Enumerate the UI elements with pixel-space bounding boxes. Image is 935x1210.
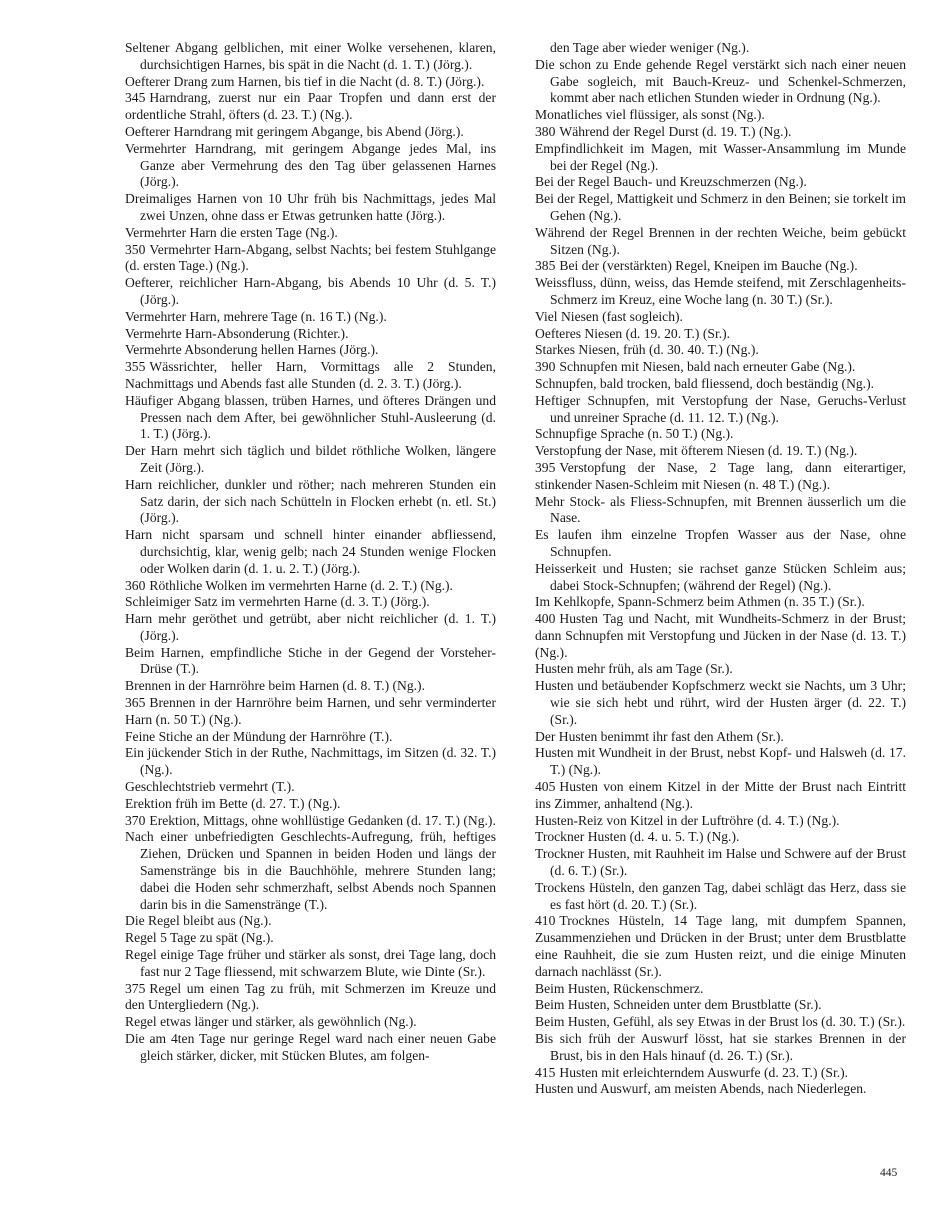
symptom-entry xyxy=(110,191,496,225)
entry-text: Schleimiger Satz im vermehrten Harne (d. 3. T.) (Jörg.). xyxy=(125,594,430,610)
entry-text: Regel um einen Tag zu früh, mit Schmerzen im Kreuze und den Untergliedern (Ng.). xyxy=(125,980,496,1013)
symptom-entry xyxy=(520,225,906,259)
symptom-entry xyxy=(110,90,496,124)
entry-text: Die schon zu Ende gehende Regel verstärkt sich nach einer neuen Gabe sogleich, mit Bauch-Kreuz- und Schenkel-Schmerzen, kommt aber nach etlichen Stunden wieder in Ordnung (Ng.). xyxy=(535,56,906,106)
symptom-entry xyxy=(520,678,906,728)
entry-number: 395 xyxy=(535,459,556,475)
symptom-entry xyxy=(110,342,496,359)
entry-text: Harn mehr geröthet und getrübt, aber nicht reichlicher (d. 1. T.) (Jörg.). xyxy=(125,611,496,643)
entry-number: 385 xyxy=(535,258,556,274)
symptom-entry xyxy=(520,846,906,880)
entry-text: Weissfluss, dünn, weiss, das Hemde steifend, mit Zerschlagenheits-Schmerz im Kreuz, eine Woche lang (n. 30 T.) (Sr.). xyxy=(535,275,906,307)
symptom-entry xyxy=(110,729,496,746)
entry-text: Vermehrter Harn die ersten Tage (Ng.). xyxy=(125,224,338,240)
symptom-entry xyxy=(110,745,496,779)
entry-text: Der Harn mehrt sich täglich und bildet röthliche Wolken, längere Zeit (Jörg.). xyxy=(125,443,496,475)
symptom-entry xyxy=(110,40,496,74)
symptom-entry xyxy=(520,393,906,427)
entry-text: Husten Tag und Nacht, mit Wundheits-Schmerz in der Brust; dann Schnupfen mit Verstopfung und Jücken in der Nase (d. 13. T.) (Ng.). xyxy=(535,611,906,660)
entry-text: Regel 5 Tage zu spät (Ng.). xyxy=(125,930,274,946)
symptom-entry xyxy=(520,191,906,225)
entry-text: Beim Husten, Rückenschmerz. xyxy=(535,980,704,996)
symptom-entry xyxy=(110,74,496,91)
entry-text: Harn reichlicher, dunkler und röther; nach mehreren Stunden ein Satz darin, der sich nach Schütteln in Flocken erhebt (n. etl. St.) (Jörg.). xyxy=(125,476,496,526)
entry-text: Feine Stiche an der Mündung der Harnröhre (T.). xyxy=(125,728,393,744)
right-column xyxy=(520,40,906,1098)
entry-text: Während der Regel Durst (d. 19. T.) (Ng.). xyxy=(559,123,792,139)
entry-number: 360 xyxy=(125,577,146,593)
entry-text: Oefterer, reichlicher Harn-Abgang, bis Abends 10 Uhr (d. 5. T.) (Jörg.). xyxy=(125,275,496,307)
symptom-entry xyxy=(520,729,906,746)
symptom-entry xyxy=(520,326,906,343)
entry-text: Vermehrter Harn-Abgang, selbst Nachts; bei festem Stuhlgange (d. ersten Tage.) (Ng.). xyxy=(125,241,496,274)
entry-text: Verstopfung der Nase, mit öfterem Niesen (d. 19. T.) (Ng.). xyxy=(535,443,858,459)
symptom-entry xyxy=(520,309,906,326)
symptom-entry xyxy=(520,460,906,494)
entry-text: Schnupfen, bald trocken, bald fliessend, doch beständig (Ng.). xyxy=(535,375,875,391)
entry-text: Trocknes Hüsteln, 14 Tage lang, mit dumpfem Spannen, Zusammenziehen und Drücken in der Brust; unter dem Brustblatte eine Rauhheit, die sie zum Husten reizt, und die einige Minuten darnach nachlässt (Sr.). xyxy=(535,913,906,979)
symptom-entry xyxy=(110,309,496,326)
entry-number: 415 xyxy=(535,1064,556,1080)
symptom-entry xyxy=(110,578,496,595)
entry-number: 380 xyxy=(535,123,556,139)
symptom-entry xyxy=(520,1014,906,1031)
entry-text: Harn nicht sparsam und schnell hinter einander abfliessend, durchsichtig, klar, wenig gelb; nach 24 Stunden wenige Flocken oder Wolken darin (d. 1. u. 2. T.) (Jörg.). xyxy=(125,527,496,576)
symptom-entry xyxy=(110,359,496,393)
symptom-entry xyxy=(110,930,496,947)
entry-text: Nach einer unbefriedigten Geschlechts-Aufregung, früh, heftiges Ziehen, Drücken und Spannen in beiden Hoden und längs der Samenstränge bis in die Bauchhöhle, mehrere Stunden lang; dabei die Hoden sehr schmerzhaft, selbst Abends noch Spannen darin bis in die Samenstränge (T.). xyxy=(125,829,496,912)
entry-text: Husten-Reiz von Kitzel in der Luftröhre (d. 4. T.) (Ng.). xyxy=(535,812,840,828)
symptom-entry xyxy=(110,141,496,191)
symptom-entry xyxy=(110,947,496,981)
entry-text: Husten und Auswurf, am meisten Abends, nach Niederlegen. xyxy=(535,1081,867,1097)
left-column xyxy=(110,40,496,1065)
entry-text: Seltener Abgang gelblichen, mit einer Wolke versehenen, klaren, durchsichtigen Harnes, bis spät in die Nacht (d. 1. T.) (Jörg.). xyxy=(125,40,496,72)
symptom-entry xyxy=(520,527,906,561)
symptom-entry xyxy=(520,997,906,1014)
symptom-entry xyxy=(520,342,906,359)
entry-number: 405 xyxy=(535,779,556,795)
entry-text: Oefteres Niesen (d. 19. 20. T.) (Sr.). xyxy=(535,325,731,341)
symptom-entry xyxy=(110,443,496,477)
symptom-entry xyxy=(520,913,906,980)
symptom-entry xyxy=(520,594,906,611)
entry-text: Vermehrte Harn-Absonderung (Richter.). xyxy=(125,325,349,341)
symptom-entry xyxy=(520,376,906,393)
symptom-entry xyxy=(520,426,906,443)
entry-text: Trockner Husten (d. 4. u. 5. T.) (Ng.). xyxy=(535,829,740,845)
entry-text: Beim Husten, Gefühl, als sey Etwas in der Brust los (d. 30. T.) (Sr.). xyxy=(535,1014,906,1030)
entry-text: Während der Regel Brennen in der rechten Weiche, beim gebückt Sitzen (Ng.). xyxy=(535,224,906,257)
symptom-entry xyxy=(110,275,496,309)
entry-text: Dreimaliges Harnen von 10 Uhr früh bis Nachmittags, jedes Mal zwei Unzen, ohne dass er Etwas getrunken hatte (Jörg.). xyxy=(125,191,496,223)
entry-text: Beim Husten, Schneiden unter dem Brustblatte (Sr.). xyxy=(535,997,822,1013)
symptom-entry xyxy=(520,745,906,779)
symptom-entry xyxy=(110,326,496,343)
entry-number: 365 xyxy=(125,695,146,711)
entry-text: Schnupfen mit Niesen, bald nach erneuter Gabe (Ng.). xyxy=(559,359,856,375)
entry-number: 410 xyxy=(535,913,556,929)
symptom-entry xyxy=(110,124,496,141)
entry-text: Oefterer Drang zum Harnen, bis tief in die Nacht (d. 8. T.) (Jörg.). xyxy=(125,73,485,89)
entry-text: Bei der Regel, Mattigkeit und Schmerz in den Beinen; sie torkelt im Gehen (Ng.). xyxy=(535,191,906,223)
symptom-entry xyxy=(110,981,496,1015)
entry-text: Verstopfung der Nase, 2 Tage lang, dann eiterartiger, stinkender Nasen-Schleim mit Niesen (n. 48 T.) (Ng.). xyxy=(535,459,906,492)
entry-number: 355 xyxy=(125,359,146,375)
entry-text: Trockens Hüsteln, den ganzen Tag, dabei schlägt das Herz, dass sie es fast hört (d. 20. T.) (Sr.). xyxy=(535,879,906,912)
symptom-entry xyxy=(520,258,906,275)
symptom-entry xyxy=(520,661,906,678)
symptom-entry xyxy=(110,796,496,813)
entry-text: Bei der (verstärkten) Regel, Kneipen im Bauche (Ng.). xyxy=(559,258,858,274)
symptom-entry xyxy=(520,141,906,175)
symptom-entry xyxy=(110,594,496,611)
entry-text: Viel Niesen (fast sogleich). xyxy=(535,308,683,324)
entry-text: Bis sich früh der Auswurf lösst, hat sie starkes Brennen in der Brust, bis in den Hals hinauf (d. 26. T.) (Sr.). xyxy=(535,1031,906,1063)
symptom-entry xyxy=(110,477,496,527)
entry-text: Husten mit Wundheit in der Brust, nebst Kopf- und Halsweh (d. 17. T.) (Ng.). xyxy=(535,745,906,778)
symptom-entry xyxy=(520,880,906,914)
entry-text: Im Kehlkopfe, Spann-Schmerz beim Athmen (n. 35 T.) (Sr.). xyxy=(535,594,865,610)
symptom-entry xyxy=(520,359,906,376)
symptom-entry xyxy=(110,829,496,913)
symptom-entry xyxy=(520,1065,906,1082)
symptom-entry xyxy=(110,813,496,830)
symptom-entry xyxy=(110,1014,496,1031)
entry-number: 375 xyxy=(125,980,146,996)
entry-text: Husten mit erleichterndem Auswurfe (d. 23. T.) (Sr.). xyxy=(559,1064,849,1080)
entry-text: Vermehrter Harn, mehrere Tage (n. 16 T.) (Ng.). xyxy=(125,308,387,324)
symptom-entry xyxy=(520,124,906,141)
page-number: 445 xyxy=(880,1167,898,1179)
entry-text: Erektion früh im Bette (d. 27. T.) (Ng.). xyxy=(125,795,341,811)
entry-text: Starkes Niesen, früh (d. 30. 40. T.) (Ng.). xyxy=(535,342,759,358)
entry-text: Geschlechtstrieb vermehrt (T.). xyxy=(125,779,295,795)
entry-text: Oefterer Harndrang mit geringem Abgange, bis Abend (Jörg.). xyxy=(125,123,464,139)
symptom-entry xyxy=(520,829,906,846)
entry-text: Häufiger Abgang blassen, trüben Harnes, und öfteres Drängen und Pressen nach dem After, bei gewöhnlicher Stuhl-Ausleerung (d. 1. T.) (Jörg.). xyxy=(125,392,496,442)
entry-text: Bei der Regel Bauch- und Kreuzschmerzen (Ng.). xyxy=(535,174,807,190)
entry-text: den Tage aber wieder weniger (Ng.). xyxy=(550,40,750,55)
entry-text: Der Husten benimmt ihr fast den Athem (Sr.). xyxy=(535,728,784,744)
entry-text: Husten mehr früh, als am Tage (Sr.). xyxy=(535,661,733,677)
entry-text: Röthliche Wolken im vermehrten Harne (d. 2. T.) (Ng.). xyxy=(149,577,453,593)
symptom-entry xyxy=(110,913,496,930)
entry-text: Husten und betäubender Kopfschmerz weckt sie Nachts, um 3 Uhr; wie sie sich hebt und rührt, wird der Husten ärger (d. 22. T.) (Sr.). xyxy=(535,678,906,727)
entry-number: 390 xyxy=(535,359,556,375)
entry-number: 400 xyxy=(535,611,556,627)
entry-text: Monatliches viel flüssiger, als sonst (Ng.). xyxy=(535,107,765,123)
symptom-entry xyxy=(110,611,496,645)
symptom-entry xyxy=(520,107,906,124)
entry-text: Erektion, Mittags, ohne wohllüstige Gedanken (d. 17. T.) (Ng.). xyxy=(149,812,496,828)
symptom-entry xyxy=(520,174,906,191)
symptom-entry xyxy=(110,1031,496,1065)
entry-number: 350 xyxy=(125,241,146,257)
symptom-entry xyxy=(110,645,496,679)
entry-text: Beim Harnen, empfindliche Stiche in der Gegend der Vorsteher-Drüse (T.). xyxy=(125,644,496,677)
symptom-entry xyxy=(520,779,906,813)
symptom-entry xyxy=(520,494,906,528)
entry-text: Heftiger Schnupfen, mit Verstopfung der Nase, Geruchs-Verlust und unreiner Sprache (d. 11. 12. T.) (Ng.). xyxy=(535,392,906,425)
symptom-entry xyxy=(520,561,906,595)
entry-text: Regel etwas länger und stärker, als gewöhnlich (Ng.). xyxy=(125,1014,417,1030)
symptom-entry xyxy=(520,57,906,107)
symptom-entry xyxy=(110,393,496,443)
entry-text: Heisserkeit und Husten; sie rachset ganze Stücken Schleim aus; dabei Stock-Schnupfen; (während der Regel) (Ng.). xyxy=(535,560,906,593)
symptom-entry xyxy=(520,40,906,57)
entry-text: Harndrang, zuerst nur ein Paar Tropfen und dann erst der ordentliche Strahl, öfters (d. 23. T.) (Ng.). xyxy=(125,90,496,123)
entry-text: Vermehrte Absonderung hellen Harnes (Jörg.). xyxy=(125,342,379,358)
entry-text: Regel einige Tage früher und stärker als sonst, drei Tage lang, doch fast nur 2 Tage fliessend, mit schwarzem Blute, wie Dinte (Sr.). xyxy=(125,947,496,979)
symptom-entry xyxy=(110,678,496,695)
entry-text: Schnupfige Sprache (n. 50 T.) (Ng.). xyxy=(535,426,734,442)
entry-text: Die Regel bleibt aus (Ng.). xyxy=(125,913,272,929)
symptom-entry xyxy=(520,443,906,460)
symptom-entry xyxy=(110,225,496,242)
entry-text: Ein jückender Stich in der Ruthe, Nachmittags, im Sitzen (d. 32. T.) (Ng.). xyxy=(125,745,496,778)
symptom-entry xyxy=(110,779,496,796)
symptom-entry xyxy=(520,1031,906,1065)
entry-text: Brennen in der Harnröhre beim Harnen (d. 8. T.) (Ng.). xyxy=(125,678,425,694)
entry-number: 370 xyxy=(125,812,146,828)
entry-text: Empfindlichkeit im Magen, mit Wasser-Ansammlung im Munde bei der Regel (Ng.). xyxy=(535,140,906,173)
entry-text: Vermehrter Harndrang, mit geringem Abgange jedes Mal, ins Ganze aber Vermehrung des den Tag über gelassenen Harnes (Jörg.). xyxy=(125,140,496,190)
symptom-entry xyxy=(520,981,906,998)
symptom-entry xyxy=(520,275,906,309)
symptom-entry xyxy=(110,527,496,577)
symptom-entry xyxy=(110,242,496,276)
symptom-entry xyxy=(520,813,906,830)
symptom-entry xyxy=(520,611,906,661)
entry-text: Es laufen ihm einzelne Tropfen Wasser aus der Nase, ohne Schnupfen. xyxy=(535,527,906,559)
entry-text: Husten von einem Kitzel in der Mitte der Brust nach Eintritt ins Zimmer, anhaltend (Ng.). xyxy=(535,779,906,811)
entry-text: Wässrichter, heller Harn, Vormittags alle 2 Stunden, Nachmittags und Abends fast alle Stunden (d. 2. 3. T.) (Jörg.). xyxy=(125,359,496,391)
entry-text: Trockner Husten, mit Rauhheit im Halse und Schwere auf der Brust (d. 6. T.) (Sr.). xyxy=(535,846,906,879)
entry-number: 345 xyxy=(125,90,146,106)
entry-text: Die am 4ten Tage nur geringe Regel ward nach einer neuen Gabe gleich stärker, dicker, mit Stücken Blutes, am folgen- xyxy=(125,1031,496,1063)
symptom-entry xyxy=(110,695,496,729)
entry-text: Brennen in der Harnröhre beim Harnen, und sehr verminderter Harn (n. 50 T.) (Ng.). xyxy=(125,695,496,727)
entry-text: Mehr Stock- als Fliess-Schnupfen, mit Brennen äusserlich um die Nase. xyxy=(535,493,906,526)
symptom-entry xyxy=(520,1081,906,1098)
